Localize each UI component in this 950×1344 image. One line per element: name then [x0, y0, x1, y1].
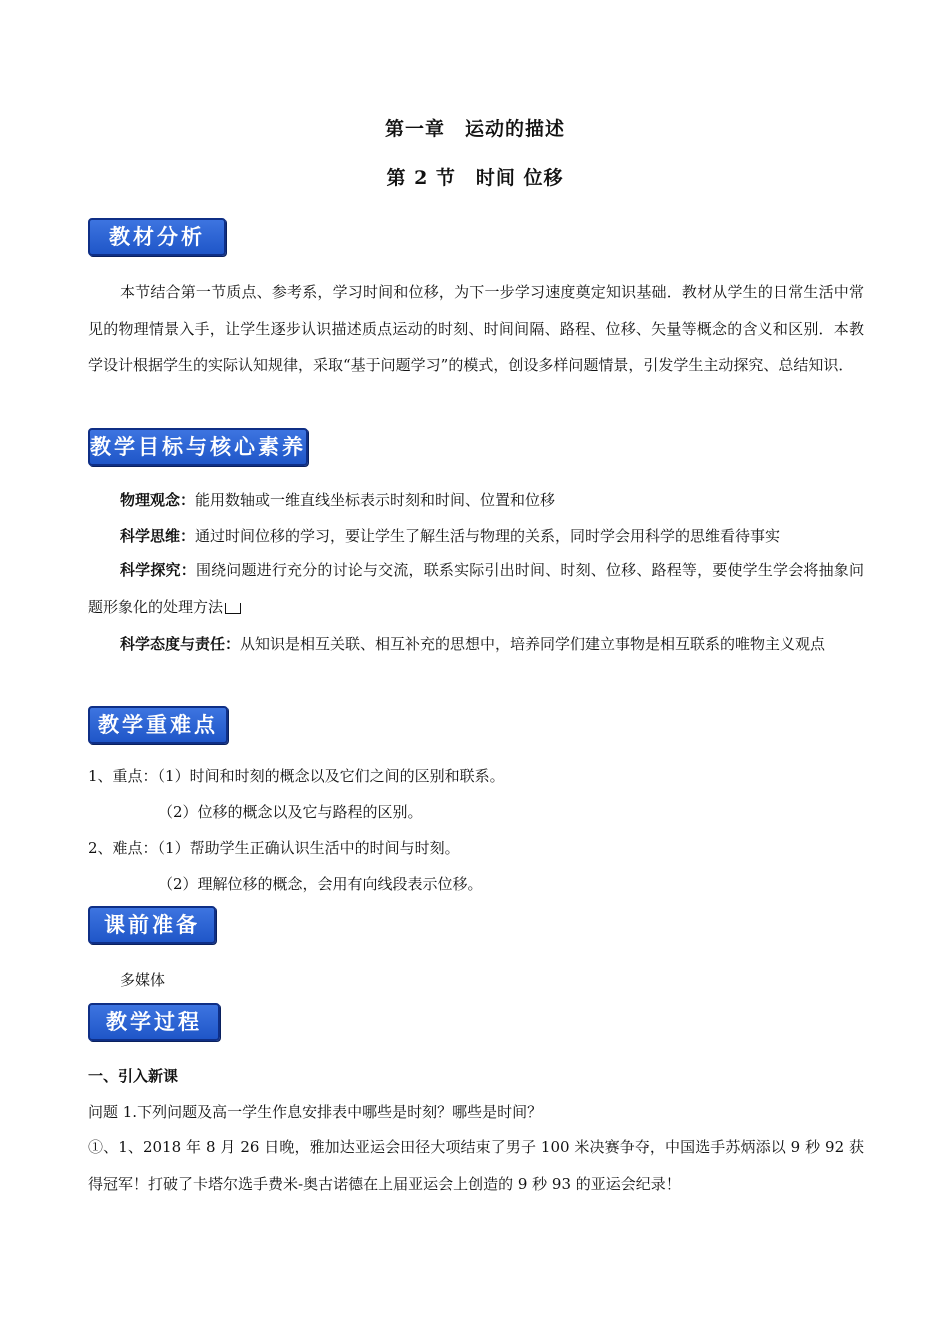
objective-label: 科学态度与责任： [120, 635, 241, 653]
objective-text: 从知识是相互关联、相互补充的思想中，培养同学们建立事物是相互联系的唯物主义观点 [240, 635, 826, 653]
objective-scientific-thinking [88, 526, 864, 546]
key-point-line: （2）位移的概念以及它与路程的区别。 [158, 803, 423, 821]
analysis-badge: 教材分析 [88, 218, 226, 256]
preparation-badge: 课前准备 [88, 906, 216, 944]
objective-text: 能用数轴或一维直线坐标表示时刻和时间、位置和位移 [195, 491, 556, 509]
objective-text: 围绕问题进行充分的讨论与交流，联系实际引出时间、时刻、位移、路程等，要使学生学会将抽象问题形象化的处理方法 [88, 561, 864, 616]
difficult-point-line: 2、难点：（1）帮助学生正确认识生活中的时间与时刻。 [88, 839, 460, 857]
objective-label: 科学探究： [120, 561, 196, 579]
objectives-badge: 教学目标与核心素养 [88, 428, 308, 466]
objective-text: 通过时间位移的学习，要让学生了解生活与物理的关系，同时学会用科学的思维看待事实 [195, 527, 781, 545]
objective-label: 物理观念： [120, 491, 196, 509]
objective-physics-concept [88, 490, 864, 510]
process-question: 问题 1.下列问题及高一学生作息安排表中哪些是时刻？哪些是时间？ [88, 1103, 543, 1121]
key-point-line: 1、重点：（1）时间和时刻的概念以及它们之间的区别和联系。 [88, 767, 505, 785]
chapter-title: 第一章 运动的描述 [384, 118, 565, 140]
process-heading: 一、引入新课 [88, 1067, 179, 1085]
section-title: 第 2 节 时间 位移 [386, 167, 564, 189]
return-mark-icon [225, 603, 241, 614]
process-example: ①、1、2018 年 8 月 26 日晚，雅加达亚运会田径大项结束了男子 100 米决赛争夺，中国选手苏炳添以 9 秒 92 获得冠军！打破了卡塔尔选手费米-奥古诺德在上届亚运会上创造的 9 秒 93 的亚运会纪录！ [88, 1138, 864, 1193]
process-badge: 教学过程 [88, 1003, 220, 1041]
preparation-text: 多媒体 [120, 971, 166, 989]
analysis-paragraph: 本节结合第一节质点、参考系，学习时间和位移，为下一步学习速度奠定知识基础．教材从学生的日常生活中常见的物理情景入手，让学生逐步认识描述质点运动的时刻、时间间隔、路程、位移、矢量等概念的含义和区别．本教学设计根据学生的实际认知规律，采取“基于问题学习”的模式，创设多样问题情景，引发学生主动探究、总结知识． [88, 283, 864, 374]
objective-scientific-inquiry [88, 552, 864, 625]
key-points-badge: 教学重难点 [88, 706, 228, 744]
difficult-point-line: （2）理解位移的概念，会用有向线段表示位移。 [158, 875, 483, 893]
objective-label: 科学思维： [120, 527, 196, 545]
objective-attitude-responsibility [88, 626, 864, 663]
